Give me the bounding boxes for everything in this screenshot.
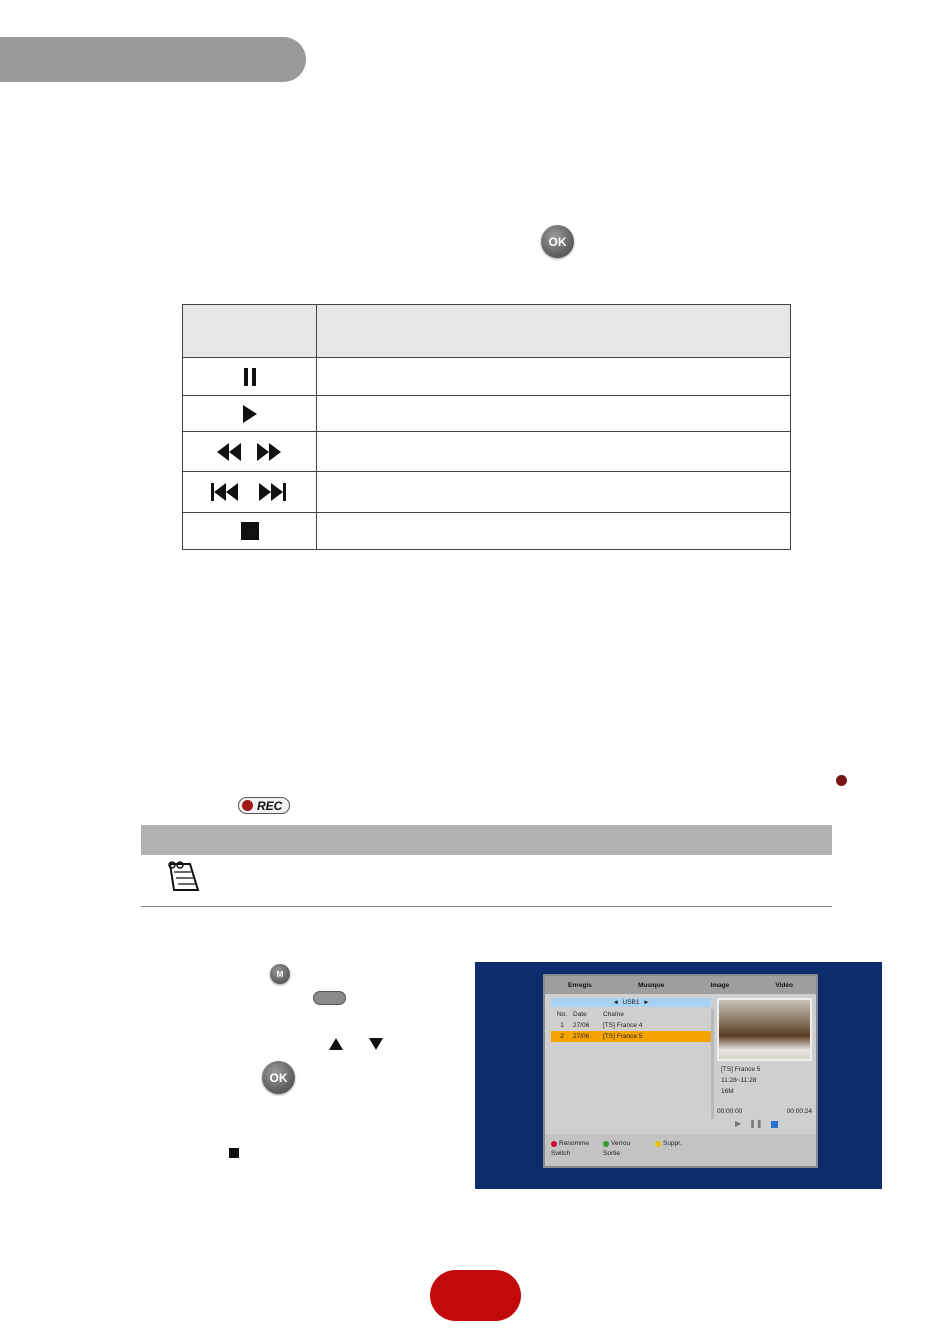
note-header-bar bbox=[141, 825, 832, 855]
row-channel: [TS] France 4 bbox=[603, 1022, 643, 1029]
stop-description bbox=[317, 513, 791, 550]
tab-musique: Musique bbox=[637, 981, 665, 989]
rec-label: REC bbox=[257, 798, 283, 813]
playback-controls-table bbox=[182, 304, 791, 550]
menu-label: M bbox=[276, 969, 284, 979]
stop-icon-small bbox=[229, 1148, 239, 1158]
skip-previous-icon bbox=[211, 483, 238, 501]
rewind-forward-description bbox=[317, 432, 791, 472]
table-header-key bbox=[183, 305, 317, 358]
tab-image: Image bbox=[710, 981, 730, 989]
grey-key-icon bbox=[313, 991, 346, 1005]
list-item bbox=[551, 1020, 711, 1031]
legend-switch bbox=[551, 1150, 570, 1157]
list-item-selected bbox=[551, 1031, 711, 1042]
row-date: 27/06 bbox=[573, 1033, 590, 1040]
play-icon-mini: ▶ bbox=[735, 1119, 742, 1128]
legend-exit bbox=[603, 1150, 620, 1157]
list-header bbox=[551, 1009, 711, 1020]
ok-label-small: OK bbox=[269, 1070, 288, 1085]
tab-video: Vidéo bbox=[775, 981, 793, 989]
color-key-legend bbox=[545, 1134, 816, 1166]
skip-description bbox=[317, 472, 791, 513]
fast-forward-icon bbox=[257, 443, 281, 461]
pause-icon bbox=[183, 358, 317, 396]
skip-next-icon bbox=[259, 483, 286, 501]
ok-button-icon bbox=[541, 225, 574, 258]
col-channel: Chaîne bbox=[603, 1011, 624, 1018]
rec-dot-icon bbox=[242, 800, 253, 811]
stop-icon bbox=[183, 513, 317, 550]
recording-info bbox=[721, 1064, 813, 1097]
legend-yellow-label: Suppr. bbox=[663, 1140, 682, 1147]
ok-button-icon-small bbox=[262, 1061, 295, 1094]
table-header-function bbox=[317, 305, 791, 358]
media-player-window bbox=[543, 974, 818, 1168]
red-key-icon bbox=[551, 1141, 557, 1147]
info-size: 16M bbox=[721, 1088, 734, 1095]
recording-list bbox=[551, 1009, 711, 1042]
legend-green-label: Verrou bbox=[611, 1140, 631, 1147]
info-time: 11:28~11:28 bbox=[721, 1077, 757, 1084]
legend-yellow bbox=[655, 1140, 682, 1147]
usb-label: USB1 bbox=[622, 999, 640, 1006]
pause-icon-mini: ❚❚ bbox=[749, 1119, 763, 1128]
play-icon bbox=[183, 396, 317, 432]
row-date: 27/06 bbox=[573, 1022, 590, 1029]
skip-cell bbox=[183, 472, 317, 513]
tab-enregis: Enregis bbox=[568, 981, 592, 989]
time-end: 00:00:24 bbox=[786, 1108, 812, 1115]
legend-red bbox=[551, 1140, 589, 1147]
yellow-key-icon bbox=[655, 1141, 661, 1147]
legend-green bbox=[603, 1140, 630, 1147]
row-no: 1 bbox=[560, 1022, 564, 1029]
legend-switch-label: Switch bbox=[551, 1150, 571, 1157]
media-tabs bbox=[545, 976, 816, 994]
time-start: 00:00:00 bbox=[717, 1108, 743, 1115]
playback-times bbox=[717, 1108, 812, 1115]
legend-red-label: Renomme bbox=[559, 1140, 589, 1147]
list-scrollbar bbox=[711, 1009, 714, 1119]
stop-icon-mini bbox=[771, 1121, 778, 1128]
green-key-icon bbox=[603, 1141, 609, 1147]
play-description bbox=[317, 396, 791, 432]
mini-controls bbox=[735, 1119, 795, 1128]
down-arrow-icon bbox=[369, 1038, 383, 1050]
row-no: 2 bbox=[560, 1033, 564, 1040]
rec-button-icon bbox=[238, 797, 290, 814]
col-no: No. bbox=[556, 1011, 568, 1018]
legend-exit-label: Sortie bbox=[603, 1150, 620, 1157]
row-channel: [TS] France 5 bbox=[603, 1033, 643, 1040]
note-icon bbox=[160, 860, 202, 894]
header-tab bbox=[0, 37, 306, 82]
video-preview bbox=[717, 998, 812, 1061]
note-bottom-rule bbox=[141, 906, 832, 907]
up-arrow-icon bbox=[329, 1038, 343, 1050]
pause-description bbox=[317, 358, 791, 396]
tv-screenshot bbox=[475, 962, 882, 1189]
usb-selector: ◄ USB1 ► bbox=[551, 998, 711, 1007]
rewind-icon bbox=[217, 443, 241, 461]
col-date: Date bbox=[573, 1011, 587, 1018]
page-number-badge bbox=[430, 1270, 521, 1321]
menu-button-icon bbox=[270, 964, 290, 984]
record-dot-icon bbox=[836, 775, 847, 786]
rewind-forward-cell bbox=[183, 432, 317, 472]
info-channel: [TS] France 5 bbox=[721, 1066, 761, 1073]
ok-label: OK bbox=[548, 234, 567, 249]
